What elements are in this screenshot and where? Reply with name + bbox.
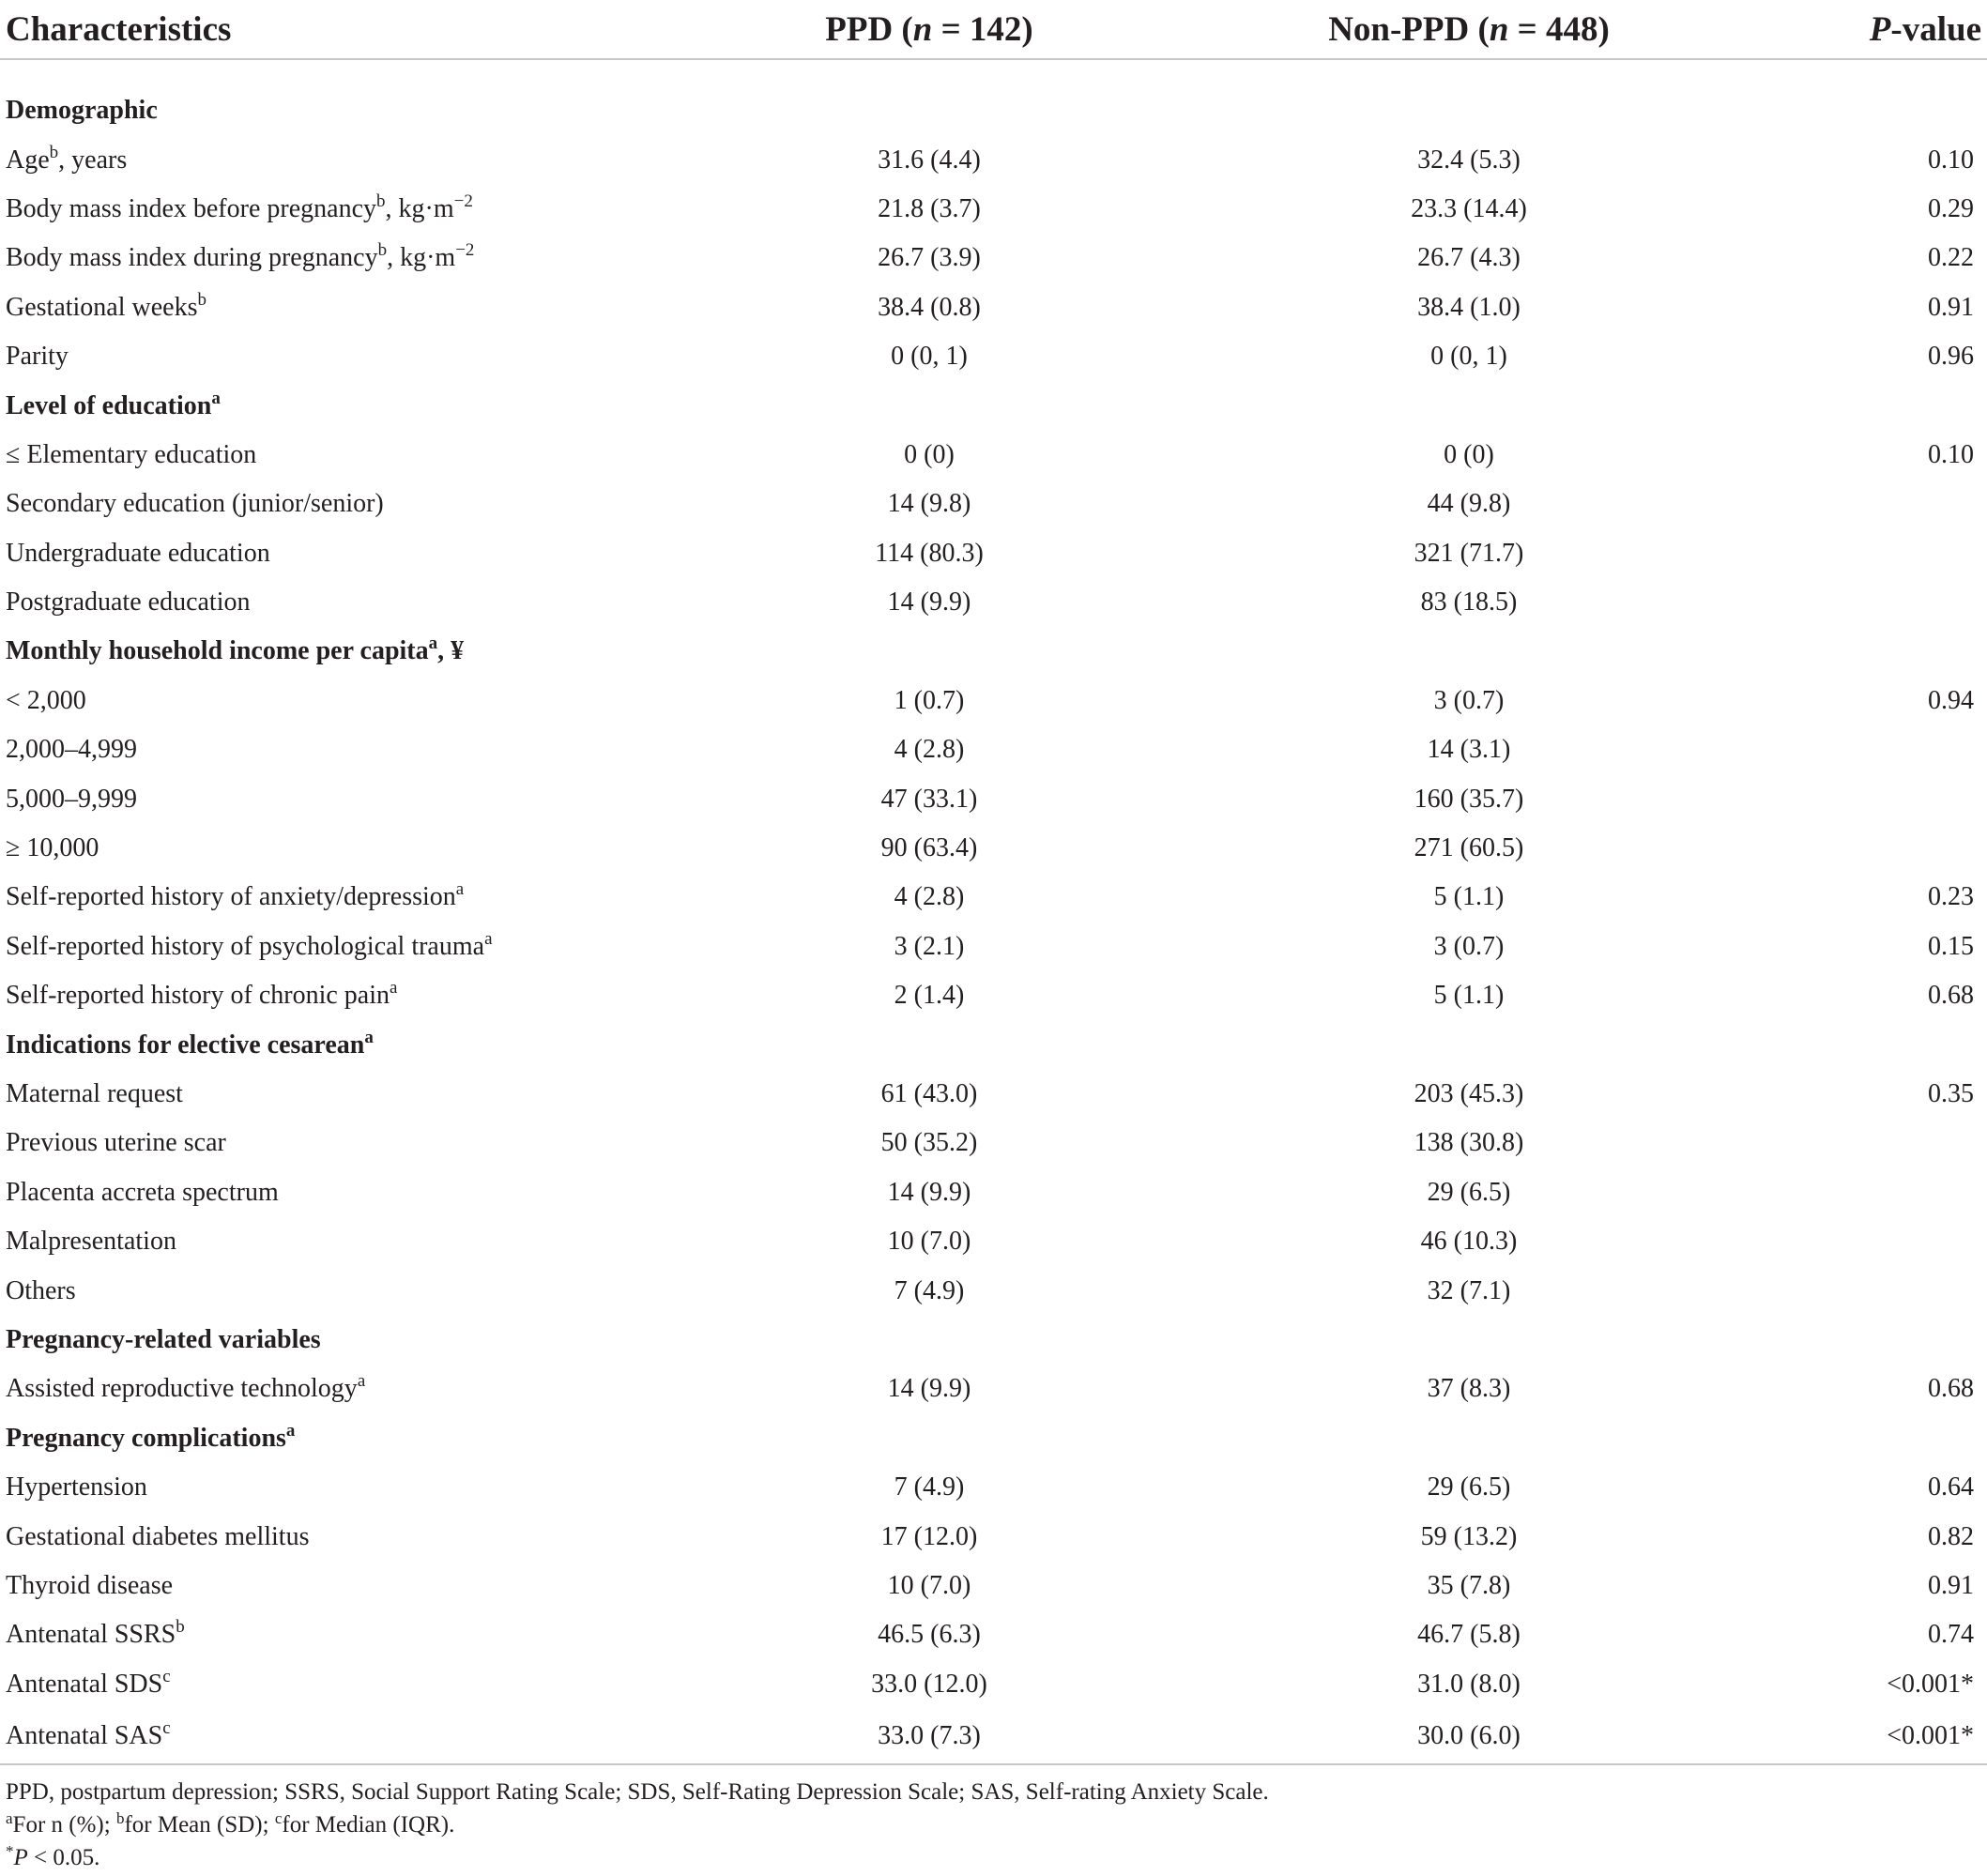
ppd-value: 14 (9.8): [887, 489, 971, 519]
non-ppd-value: 138 (30.8): [1414, 1128, 1524, 1158]
label-text: Undergraduate education: [6, 538, 270, 568]
label-text: Self-reported history of psychological trauma: [6, 931, 485, 961]
footnote-marker: b: [377, 240, 388, 261]
non-ppd-value: 31.0 (8.0): [1417, 1669, 1521, 1699]
table-row: [0, 1119, 1987, 1167]
label-text: Secondary education (junior/senior): [6, 489, 384, 519]
p-value: 0.82: [1928, 1521, 1974, 1551]
ppd-value: 38.4 (0.8): [878, 292, 981, 322]
p-value: 0.23: [1928, 882, 1974, 912]
table-row: [0, 923, 1987, 971]
ppd-value: 7 (4.9): [894, 1275, 965, 1305]
row-label: [0, 283, 723, 332]
table-row: [0, 1463, 1987, 1512]
table-row: [0, 578, 1987, 627]
ppd-value: 2 (1.4): [894, 981, 965, 1011]
ppd-value: 3 (2.1): [894, 931, 965, 961]
label-text: Gestational diabetes mellitus: [6, 1521, 310, 1551]
footnote-marker: a: [455, 879, 465, 900]
ppd-value: 7 (4.9): [894, 1472, 965, 1502]
ppd-value: 14 (9.9): [887, 1177, 971, 1207]
ppd-value: 114 (80.3): [875, 538, 984, 568]
non-ppd-value: [1098, 381, 1793, 430]
unit-exponent: −2: [453, 191, 473, 211]
table-row: [0, 971, 1987, 1020]
table-row: [0, 185, 1987, 234]
ppd-value: [723, 627, 1098, 676]
row-label: [0, 185, 723, 234]
row-label: [0, 774, 723, 823]
p-value: [1793, 627, 1987, 676]
footnote-marker: b: [376, 191, 386, 211]
row-label: [0, 480, 723, 528]
p-value: 0.68: [1928, 981, 1974, 1011]
p-value: <0.001*: [1793, 1709, 1987, 1764]
p-value: 0.91: [1928, 1570, 1974, 1600]
label-text: 2,000–4,999: [6, 735, 137, 765]
footnote-marker: c: [162, 1717, 171, 1738]
p-value: [1793, 381, 1987, 430]
footnote-significance: *P < 0.05.: [6, 1842, 100, 1870]
ppd-value: 21.8 (3.7): [878, 193, 981, 223]
label-text: < 2,000: [6, 685, 86, 715]
table-body: [0, 59, 1987, 1764]
p-value: [1793, 529, 1987, 578]
ppd-value: 47 (33.1): [880, 784, 978, 814]
non-ppd-value: 46 (10.3): [1420, 1227, 1518, 1257]
footnote-marker: b: [49, 142, 59, 162]
section-row: [0, 381, 1987, 430]
footnote-marker: a: [484, 928, 493, 949]
non-ppd-value: 5 (1.1): [1433, 882, 1505, 912]
non-ppd-value: 0 (0): [1444, 439, 1494, 469]
p-value: 0.29: [1928, 193, 1974, 223]
non-ppd-value: 32.4 (5.3): [1417, 145, 1521, 175]
footnote-marker: a: [357, 1371, 366, 1392]
header-ppd: PPD (n = 142): [723, 0, 1098, 59]
label-unit: , kg·m: [385, 193, 454, 223]
p-value: [1793, 1020, 1987, 1069]
label-unit: , ¥: [437, 636, 465, 666]
non-ppd-value: 29 (6.5): [1427, 1472, 1511, 1502]
row-label: [0, 578, 723, 627]
section-heading: [0, 1316, 723, 1365]
ppd-value: 46.5 (6.3): [878, 1620, 981, 1650]
non-ppd-value: 46.7 (5.8): [1417, 1620, 1521, 1650]
label-text: Antenatal SAS: [6, 1720, 163, 1750]
ppd-value: 50 (35.2): [880, 1128, 978, 1158]
row-label: [0, 1168, 723, 1217]
header-non-ppd: Non-PPD (n = 448): [1098, 0, 1793, 59]
ppd-value: 10 (7.0): [887, 1570, 971, 1600]
label-text: Others: [6, 1275, 76, 1305]
label-text: Self-reported history of anxiety/depression: [6, 882, 456, 912]
ppd-value: [723, 86, 1098, 135]
p-value: 0.22: [1928, 243, 1974, 273]
non-ppd-value: 37 (8.3): [1427, 1374, 1511, 1404]
footnote-marker: a: [211, 388, 221, 408]
ppd-value: 4 (2.8): [894, 735, 965, 765]
table-row: [0, 529, 1987, 578]
non-ppd-value: 160 (35.7): [1414, 784, 1524, 814]
ppd-value: 4 (2.8): [894, 882, 965, 912]
non-ppd-value: 5 (1.1): [1433, 981, 1505, 1011]
ppd-value: 31.6 (4.4): [878, 145, 981, 175]
row-label: [0, 873, 723, 922]
label-text: Assisted reproductive technology: [6, 1374, 358, 1404]
table-row: [0, 283, 1987, 332]
table-row: [0, 873, 1987, 922]
label-text: Pregnancy-related variables: [6, 1324, 321, 1354]
ppd-value: 14 (9.9): [887, 587, 971, 618]
p-value: [1793, 1266, 1987, 1315]
non-ppd-value: [1098, 86, 1793, 135]
non-ppd-value: 29 (6.5): [1427, 1177, 1511, 1207]
table-row: [0, 1610, 1987, 1659]
label-text: Gestational weeks: [6, 292, 198, 322]
non-ppd-value: 35 (7.8): [1427, 1570, 1511, 1600]
ppd-value: 61 (43.0): [880, 1079, 978, 1108]
label-text: Previous uterine scar: [6, 1128, 226, 1158]
section-row: [0, 1020, 1987, 1069]
label-text: Thyroid disease: [6, 1570, 174, 1600]
label-text: Antenatal SDS: [6, 1669, 163, 1699]
ppd-value: 33.0 (12.0): [871, 1669, 987, 1699]
row-label: [0, 1266, 723, 1315]
non-ppd-value: 3 (0.7): [1433, 685, 1505, 715]
p-value: 0.35: [1928, 1079, 1974, 1108]
ppd-value: 90 (63.4): [880, 833, 978, 863]
header-p-value: P-value: [1793, 0, 1987, 59]
table-row: [0, 1266, 1987, 1315]
label-text: ≤ Elementary education: [6, 439, 257, 469]
non-ppd-value: 321 (71.7): [1414, 538, 1524, 568]
p-value: [1793, 725, 1987, 774]
non-ppd-value: [1098, 1316, 1793, 1365]
p-value: [1793, 1217, 1987, 1266]
table-row: [0, 1512, 1987, 1561]
row-label: [0, 332, 723, 381]
non-ppd-value: [1098, 1020, 1793, 1069]
section-row: [0, 1414, 1987, 1463]
label-text: Postgraduate education: [6, 587, 251, 618]
p-value: 0.10: [1928, 145, 1974, 175]
table-row: [0, 234, 1987, 282]
label-unit: , kg·m: [387, 243, 456, 273]
p-value: <0.001*: [1887, 1669, 1974, 1699]
label-text: Demographic: [6, 96, 158, 126]
ppd-value: 10 (7.0): [887, 1227, 971, 1257]
table-row: [0, 1709, 1987, 1764]
non-ppd-value: 14 (3.1): [1427, 735, 1511, 765]
label-text: Hypertension: [6, 1472, 147, 1502]
ppd-value: 33.0 (7.3): [723, 1709, 1098, 1764]
non-ppd-value: [1098, 627, 1793, 676]
p-value: 0.68: [1928, 1374, 1974, 1404]
p-value: 0.10: [1928, 439, 1974, 469]
ppd-value: [723, 1316, 1098, 1365]
row-label: [0, 1463, 723, 1512]
non-ppd-value: 30.0 (6.0): [1098, 1709, 1793, 1764]
row-label: [0, 1070, 723, 1119]
p-value: 0.74: [1928, 1620, 1974, 1650]
non-ppd-value: 23.3 (14.4): [1411, 193, 1527, 223]
row-label: [0, 431, 723, 480]
footnote-abbreviations: PPD, postpartum depression; SSRS, Social Support Rating Scale; SDS, Self-Rating Depression Scale; SAS, Self-rating Anxiety Scale.: [6, 1779, 1269, 1805]
table-row: [0, 774, 1987, 823]
row-label: [0, 971, 723, 1020]
header-characteristics: Characteristics: [0, 0, 723, 59]
ppd-value: 26.7 (3.9): [878, 243, 981, 273]
label-text: Placenta accreta spectrum: [6, 1177, 279, 1207]
section-heading: [0, 627, 723, 676]
footnote-marker: a: [428, 633, 438, 654]
row-label: [0, 1709, 723, 1764]
label-text: Self-reported history of chronic pain: [6, 981, 390, 1011]
ppd-value: 17 (12.0): [880, 1521, 978, 1551]
section-heading: [0, 1020, 723, 1069]
non-ppd-value: 38.4 (1.0): [1417, 292, 1521, 322]
section-heading: [0, 86, 723, 135]
non-ppd-value: 203 (45.3): [1414, 1079, 1524, 1108]
non-ppd-value: 83 (18.5): [1420, 587, 1518, 618]
row-label: [0, 824, 723, 873]
label-text: Malpresentation: [6, 1227, 176, 1257]
label-text: Maternal request: [6, 1079, 183, 1108]
table-row: [0, 480, 1987, 528]
non-ppd-value: 32 (7.1): [1427, 1275, 1511, 1305]
section-row: [0, 1316, 1987, 1365]
table-row: [0, 725, 1987, 774]
p-value: 0.64: [1928, 1472, 1974, 1502]
ppd-value: [723, 381, 1098, 430]
non-ppd-value: [1098, 1414, 1793, 1463]
p-value: [1793, 480, 1987, 528]
row-label: [0, 234, 723, 282]
label-text: Age: [6, 145, 50, 175]
row-label: [0, 677, 723, 725]
label-text: Parity: [6, 342, 69, 372]
label-text: 5,000–9,999: [6, 784, 137, 814]
label-text: Antenatal SSRS: [6, 1620, 176, 1650]
table-row: [0, 135, 1987, 184]
non-ppd-value: 271 (60.5): [1414, 833, 1524, 863]
p-value: 0.94: [1928, 685, 1974, 715]
ppd-value: 14 (9.9): [887, 1374, 971, 1404]
table-row: [0, 824, 1987, 873]
p-value: [1793, 1414, 1987, 1463]
p-value: [1793, 578, 1987, 627]
section-row: [0, 627, 1987, 676]
row-label: [0, 135, 723, 184]
table-row: [0, 431, 1987, 480]
header-row: [0, 0, 1987, 59]
ppd-value: [723, 1414, 1098, 1463]
non-ppd-value: 0 (0, 1): [1430, 342, 1507, 372]
table-row: [0, 1365, 1987, 1413]
row-label: [0, 1119, 723, 1167]
ppd-value: [723, 1020, 1098, 1069]
p-value: [1793, 1168, 1987, 1217]
row-label: [0, 923, 723, 971]
section-heading: [0, 1414, 723, 1463]
footnote-marker: a: [389, 978, 398, 999]
p-value: [1793, 824, 1987, 873]
section-heading: [0, 381, 723, 430]
table-row: [0, 332, 1987, 381]
p-value: 0.96: [1928, 342, 1974, 372]
row-label: [0, 1365, 723, 1413]
p-value: [1793, 1119, 1987, 1167]
label-text: Level of education: [6, 390, 212, 420]
row-label: [0, 1562, 723, 1610]
table-row: [0, 1070, 1987, 1119]
unit-exponent: −2: [455, 240, 475, 261]
row-label: [0, 1610, 723, 1659]
footnote-marker: b: [176, 1617, 185, 1638]
spacer-row: [0, 59, 1987, 86]
footnote-marker: a: [364, 1027, 374, 1047]
footnote-marker: c: [162, 1666, 171, 1686]
ppd-value: 0 (0): [904, 439, 955, 469]
label-text: Monthly household income per capita: [6, 636, 429, 666]
footnote-statistics: $^a$For n (%); $^b$for Mean (SD); $^c$for Median (IQR).: [6, 1809, 455, 1838]
non-ppd-value: 26.7 (4.3): [1417, 243, 1521, 273]
row-label: [0, 1512, 723, 1561]
label-text: ≥ 10,000: [6, 833, 99, 863]
non-ppd-value: 59 (13.2): [1420, 1521, 1518, 1551]
non-ppd-value: 44 (9.8): [1427, 489, 1511, 519]
p-value: 0.91: [1928, 292, 1974, 322]
table-row: [0, 1660, 1987, 1709]
table-row: [0, 1168, 1987, 1217]
label-text: Body mass index during pregnancy: [6, 243, 378, 273]
label-unit: , years: [58, 145, 128, 175]
p-value: [1793, 1316, 1987, 1365]
ppd-value: 1 (0.7): [894, 685, 965, 715]
ppd-value: 0 (0, 1): [891, 342, 968, 372]
table-row: [0, 1217, 1987, 1266]
table-row: [0, 677, 1987, 725]
label-text: Indications for elective cesarean: [6, 1030, 365, 1060]
p-value: [1793, 774, 1987, 823]
footnote-marker: b: [197, 289, 206, 310]
label-text: Pregnancy complications: [6, 1423, 286, 1453]
non-ppd-value: 3 (0.7): [1433, 931, 1505, 961]
label-text: Body mass index before pregnancy: [6, 193, 376, 223]
row-label: [0, 1660, 723, 1709]
section-row: [0, 86, 1987, 135]
p-value: [1793, 86, 1987, 135]
row-label: [0, 725, 723, 774]
table-row: [0, 1562, 1987, 1610]
row-label: [0, 529, 723, 578]
row-label: [0, 1217, 723, 1266]
p-value: 0.15: [1928, 931, 1974, 961]
footnote-marker: a: [285, 1420, 296, 1441]
